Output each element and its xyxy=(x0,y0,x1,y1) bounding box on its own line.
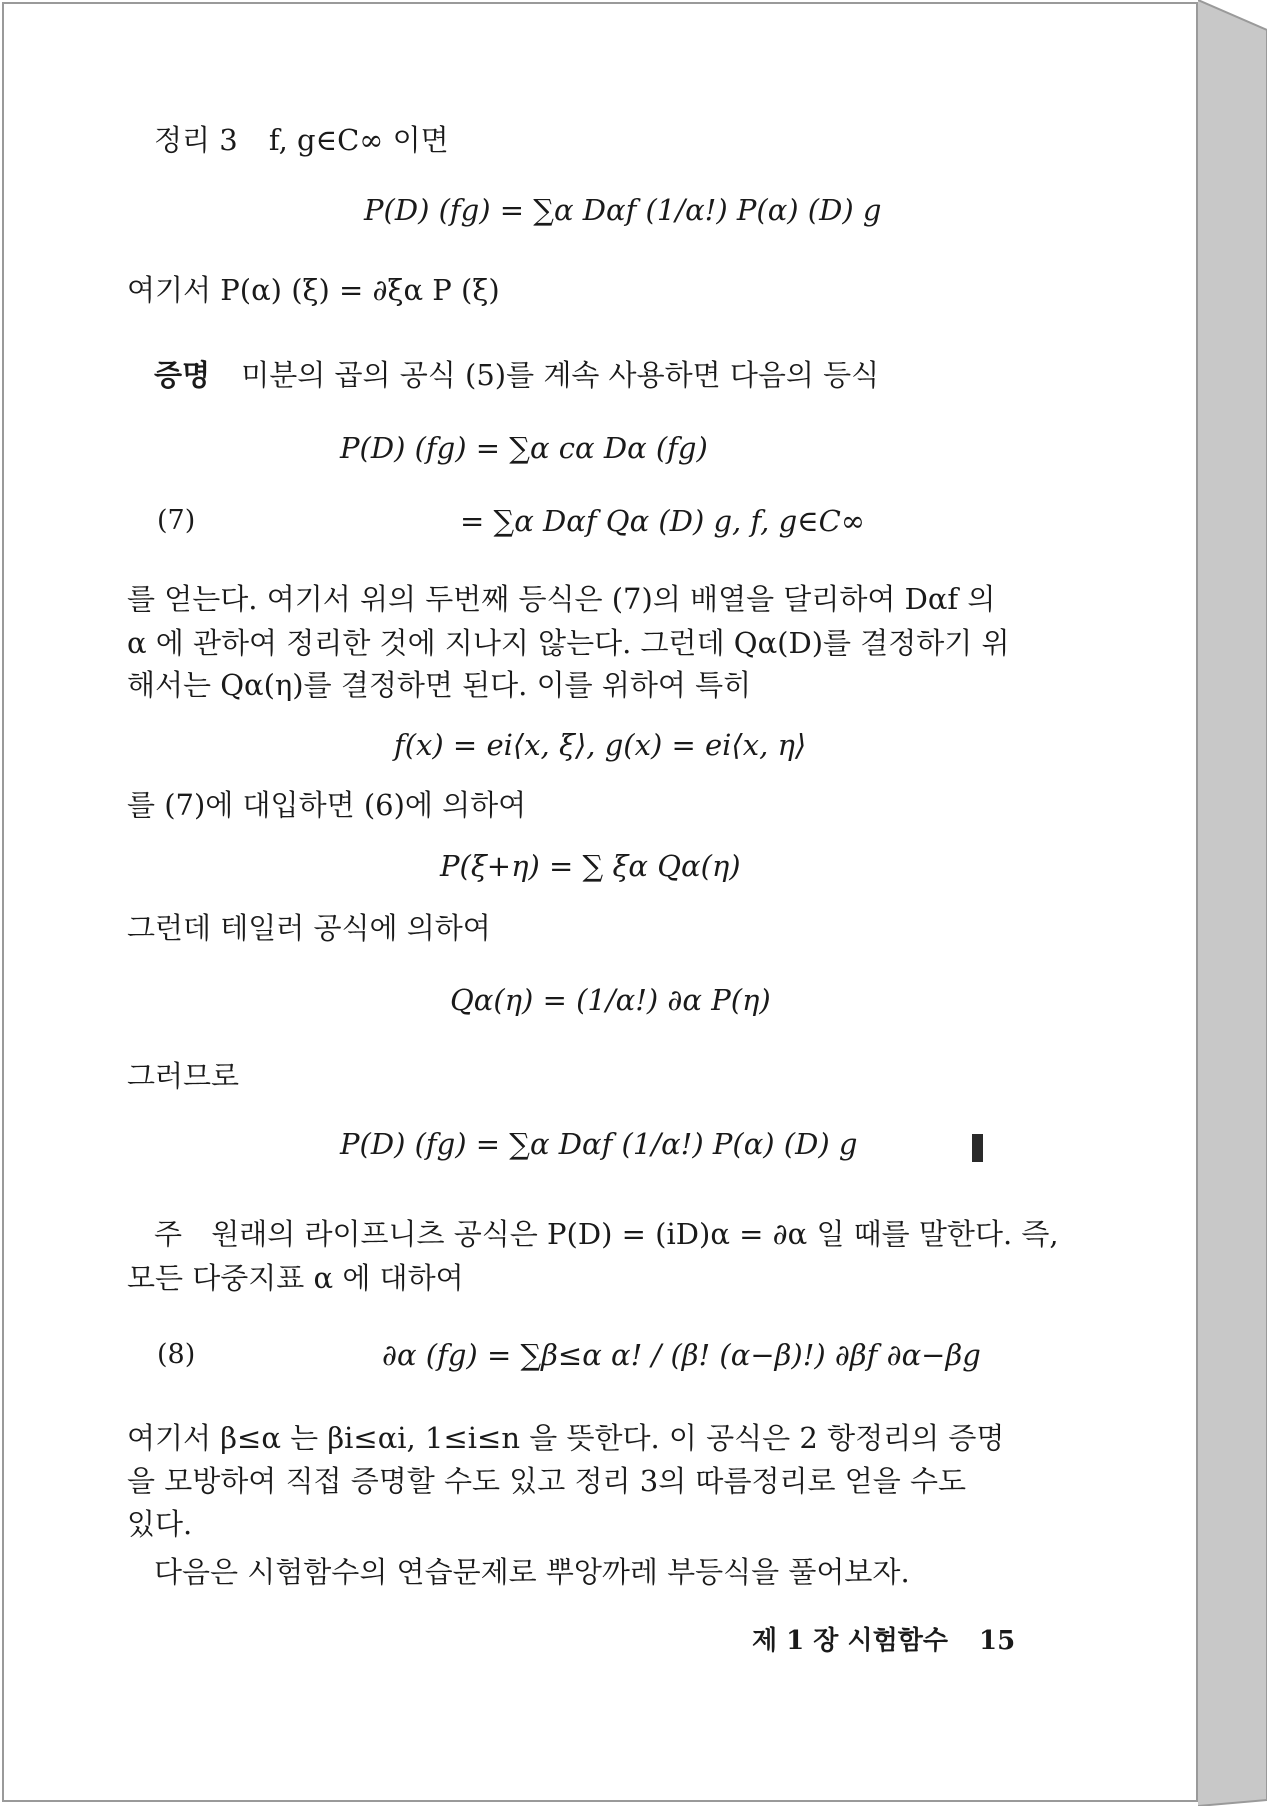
proof-equation-7: = ∑α Dαf Qα (D) g, f, g∈C∞ xyxy=(460,504,865,538)
closing-sentence: 다음은 시험함수의 연습문제로 뿌앙까레 부등식을 풀어보자. xyxy=(154,1555,910,1589)
remark-equation-8: ∂α (fg) = ∑β≤α α! / (β! (α−β)!) ∂βf ∂α−βg xyxy=(382,1338,981,1372)
equation-number-8: (8) xyxy=(157,1339,196,1370)
page-footer xyxy=(752,1620,1015,1657)
theorem-label: 정리 3 xyxy=(154,123,238,157)
equation-number-7: (7) xyxy=(157,505,196,536)
chapter-title: 제 1 장 시험함수 xyxy=(752,1626,948,1656)
theorem-definition: 여기서 P(α) (ξ) = ∂ξα P (ξ) xyxy=(127,273,500,307)
theorem-hypothesis: f, g∈C∞ 이면 xyxy=(268,123,449,157)
proof-paragraph-line-1: 를 얻는다. 여기서 위의 두번째 등식은 (7)의 배열을 달리하여 Dαf 의 xyxy=(127,582,996,616)
proof-equation-Q: Qα(η) = (1/α!) ∂α P(η) xyxy=(450,983,771,1017)
page-edge xyxy=(1198,0,1267,1806)
theorem-heading xyxy=(154,123,449,157)
proof-therefore-line: 그러므로 xyxy=(127,1059,240,1093)
proof-equation-fg: f(x) = ei⟨x, ξ⟩, g(x) = ei⟨x, η⟩ xyxy=(394,728,807,762)
proof-heading xyxy=(154,358,880,392)
remark-text-1: 원래의 라이프니츠 공식은 P(D) = (iD)α = ∂α 일 때를 말한다. 즉, xyxy=(211,1217,1059,1251)
proof-substitution-line: 를 (7)에 대입하면 (6)에 의하여 xyxy=(127,788,527,822)
theorem-formula: P(D) (fg) = ∑α Dαf (1/α!) P(α) (D) g xyxy=(364,193,882,227)
remark-paragraph-line-2: 을 모방하여 직접 증명할 수도 있고 정리 3의 따름정리로 얻을 수도 xyxy=(127,1464,966,1498)
proof-paragraph-line-3: 해서는 Qα(η)를 결정하면 된다. 이를 위하여 특히 xyxy=(127,668,752,702)
proof-intro: 미분의 곱의 공식 (5)를 계속 사용하면 다음의 등식 xyxy=(241,358,880,392)
proof-equation-P: P(ξ+η) = ∑ ξα Qα(η) xyxy=(440,849,741,883)
remark-label: 주 xyxy=(154,1217,183,1251)
remark-line-2: 모든 다중지표 α 에 대하여 xyxy=(127,1261,464,1295)
proof-taylor-line: 그런데 테일러 공식에 의하여 xyxy=(127,911,491,945)
remark-line-1 xyxy=(154,1217,1059,1251)
proof-equation-1: P(D) (fg) = ∑α cα Dα (fg) xyxy=(340,431,708,465)
proof-label: 증명 xyxy=(154,358,211,392)
document-page xyxy=(2,2,1198,1802)
page-number: 15 xyxy=(979,1626,1016,1656)
remark-paragraph-line-1: 여기서 β≤α 는 βi≤αi, 1≤i≤n 을 뜻한다. 이 공식은 2 항정리의 증명 xyxy=(127,1421,1005,1455)
remark-paragraph-line-3: 있다. xyxy=(127,1507,193,1541)
proof-paragraph-line-2: α 에 관하여 정리한 것에 지나지 않는다. 그런데 Qα(D)를 결정하기 위 xyxy=(127,626,1010,660)
qed-mark xyxy=(972,1134,983,1162)
proof-final-equation: P(D) (fg) = ∑α Dαf (1/α!) P(α) (D) g xyxy=(340,1127,858,1161)
